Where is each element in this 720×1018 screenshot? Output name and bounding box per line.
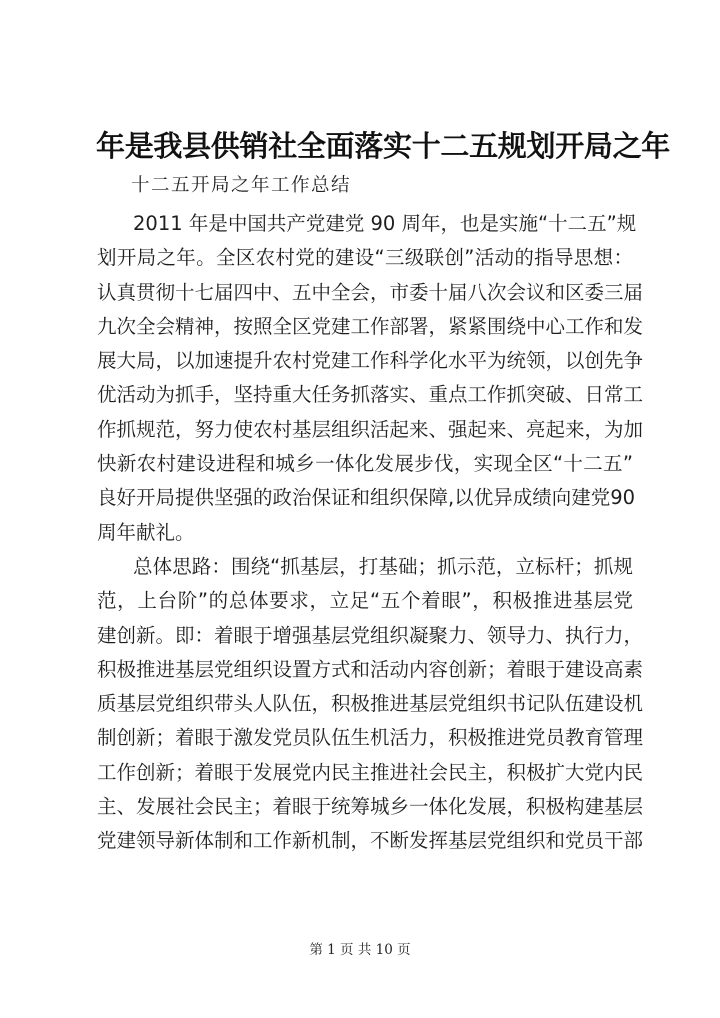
text-line: 范，上台阶”的总体要求，立足“五个着眼”，积极推进基层党 <box>97 589 633 613</box>
paragraph-1 <box>97 207 644 550</box>
text-line: 优活动为抓手，坚持重大任务抓落实、重点工作抓突破、日常工 <box>97 383 644 407</box>
text-line: 质基层党组织带头人队伍，积极推进基层党组织书记队伍建设机 <box>97 692 644 716</box>
text-line: 作抓规范，努力使农村基层组织活起来、强起来、亮起来，为加 <box>97 417 644 441</box>
text-line: 积极推进基层党组织设置方式和活动内容创新；着眼于建设高素 <box>97 657 644 681</box>
text-line: 制创新；着眼于激发党员队伍生机活力，积极推进党员教育管理 <box>97 726 644 750</box>
text-line: 建创新。即：着眼于增强基层党组织凝聚力、领导力、执行力， <box>97 623 644 647</box>
text-line: 展大局，以加速提升农村党建工作科学化水平为统领，以创先争 <box>97 349 644 373</box>
text-line: 主、发展社会民主；着眼于统筹城乡一体化发展，积极构建基层 <box>97 795 644 819</box>
text-line: 工作创新；着眼于发展党内民主推进社会民主，积极扩大党内民 <box>97 760 644 784</box>
text-line: 认真贯彻十七届四中、五中全会，市委十届八次会议和区委三届 <box>97 280 644 304</box>
paragraph-2 <box>97 550 644 859</box>
page-number-footer: 第 1 页 共 10 页 <box>309 942 411 958</box>
text-line: 周年献礼。 <box>97 520 195 544</box>
text-line: 总体思路：围绕“抓基层，打基础；抓示范，立标杆；抓规 <box>133 554 633 578</box>
document-body <box>97 207 644 859</box>
text-line: 划开局之年。全区农村党的建设“三级联创”活动的指导思想： <box>97 246 633 270</box>
text-line: 党建领导新体制和工作新机制，不断发挥基层党组织和党员干部 <box>97 829 644 853</box>
text-line: 良好开局提供坚强的政治保证和组织保障,以优异成绩向建党90 <box>97 486 636 510</box>
document-title: 年是我县供销社全面落实十二五规划开局之年 <box>96 129 671 163</box>
text-line: 九次全会精神，按照全区党建工作部署，紧紧围绕中心工作和发 <box>97 314 644 338</box>
text-line: 快新农村建设进程和城乡一体化发展步伐，实现全区“十二五” <box>97 452 633 476</box>
document-subtitle: 十二五开局之年工作总结 <box>131 175 352 196</box>
text-line: 2011 年是中国共产党建党 90 周年，也是实施“十二五”规 <box>133 212 637 235</box>
